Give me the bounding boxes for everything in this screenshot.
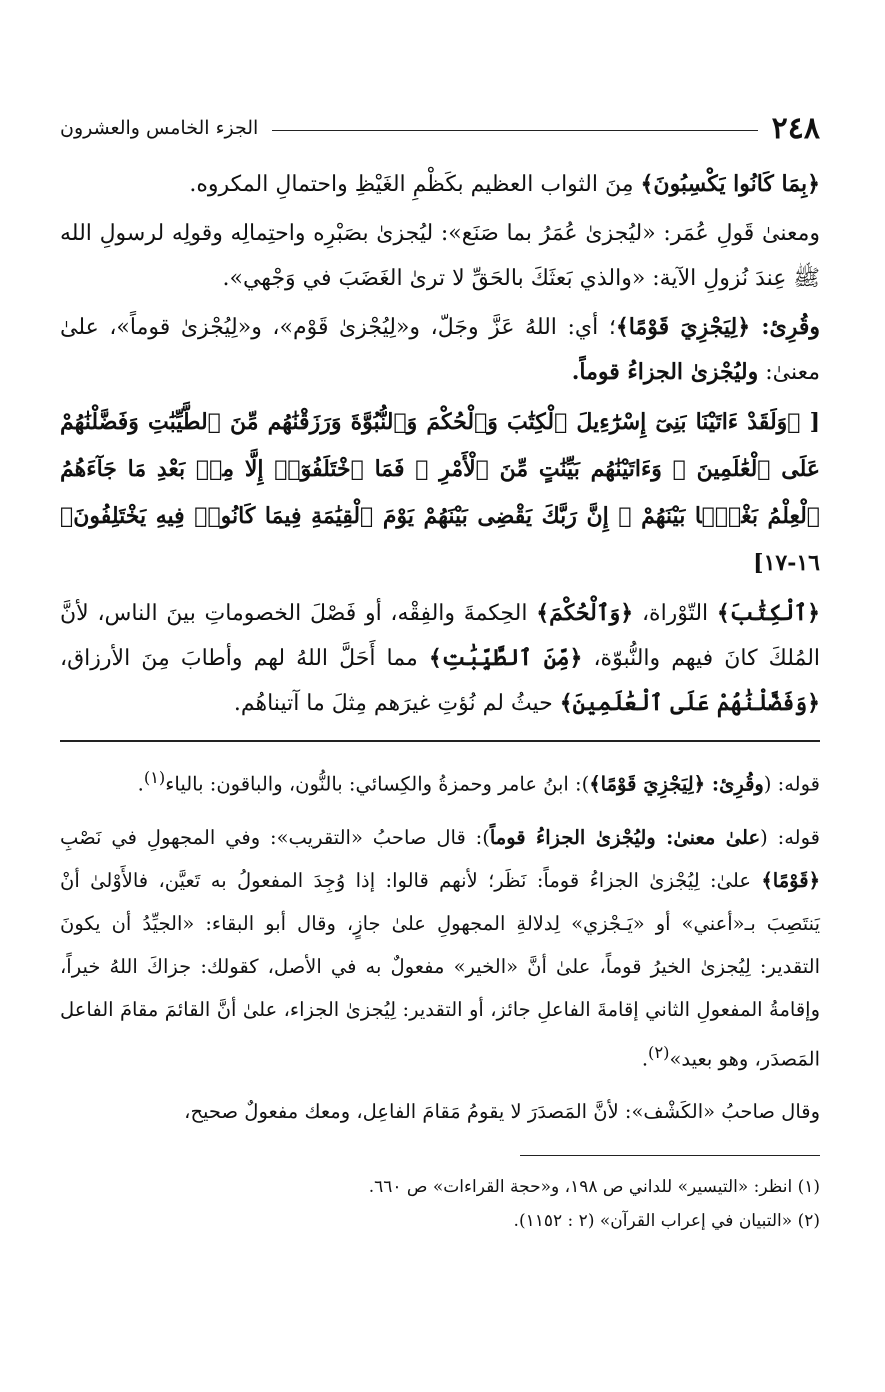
- paragraph-3: [60, 305, 820, 395]
- footnote-1: (١) انظر: «التيسير» للداني ص ١٩٨، و«حجة القراءات» ص ٦٦٠.: [368, 1177, 820, 1197]
- paragraph-text: ؛ أي: اللهُ عَزَّ وجَلّ، و«لِيُجْزىٰ قَوْم»، و«لِيُجْزىٰ قوماً»، علىٰ معنىٰ:: [60, 315, 820, 385]
- quran-quote: ﴿بِمَا كَانُوا يَكْسِبُونَ﴾: [640, 171, 820, 197]
- quran-quote: ﴿ٱلْكِتَٰبَ﴾: [716, 600, 820, 626]
- paragraph-1: [60, 162, 820, 207]
- quran-quote: ﴿لِيَجْزِيَ قَوْمًا﴾: [589, 772, 706, 796]
- paragraph-text: حيثُ لم نُؤتِ غيرَهم مِثلَ ما آتيناهُم.: [233, 691, 560, 716]
- quran-verse-block: [ ﴿وَلَقَدْ ءَاتَيْنَا بَنِىٓ إِسْرَٰٓءِيلَ ٱلْكِتَٰبَ وَٱلْحُكْمَ وَٱلنُّبُوَّةَ وَرَزَقْنَٰهُم مِّنَ ٱلطَّيِّبَٰتِ وَفَضَّلْنَٰهُمْ عَلَى ٱلْعَٰلَمِينَ ۞ وَءَاتَيْنَٰهُم بَيِّنَٰتٍ مِّنَ ٱلْأَمْرِ ۖ فَمَا ٱخْتَلَفُوٓا۟ إِلَّا مِنۢ بَعْدِ مَا جَآءَهُمُ ٱلْعِلْمُ بَغْيًۢا بَيْنَهُمْ ۚ إِنَّ رَبَّكَ يَقْضِى بَيْنَهُمْ يَوْمَ ٱلْقِيَٰمَةِ فِيمَا كَانُوا۟ فِيهِ يَخْتَلِفُونَ﴾ ١٦-١٧]: [60, 409, 820, 576]
- quran-quote: ﴿مِّنَ ٱلطَّيِّبَٰتِ﴾: [428, 645, 583, 671]
- footnote-ref[interactable]: (٢): [648, 1042, 670, 1062]
- quran-quote: ﴿لِيَجْزِيَ قَوْمًا﴾: [615, 314, 751, 340]
- comment-lead: قوله: (: [763, 772, 820, 796]
- paragraph-text: مما أَحَلَّ اللهُ لهم وأطابَ مِنَ الأرزاق،: [60, 646, 429, 671]
- quran-quote: ﴿قَوْمًا﴾: [761, 868, 820, 892]
- quran-quote: ﴿وَفَضَّلْنَٰهُمْ عَلَى ٱلْعَٰلَمِينَ﴾: [559, 690, 820, 716]
- running-title: الجزء الخامس والعشرون: [60, 117, 259, 139]
- paragraph-bold-end: وليُجْزىٰ الجزاءُ قوماً.: [571, 359, 759, 385]
- comment-text: ): قال صاحبُ «التقريب»: وفي المجهولِ في نَصْبِ: [60, 825, 490, 849]
- commentary: [60, 756, 820, 1133]
- comment-bold: علىٰ معنىٰ: وليُجْزىٰ الجزاءُ قوماً: [489, 825, 761, 849]
- comment-text: ): ابنُ عامر وحمزةُ والكِسائي: بالنُّون، والباقون: بالياء: [165, 772, 590, 796]
- paragraph-lead: وقُرِئ:: [750, 314, 821, 340]
- comment-end: .: [137, 772, 144, 796]
- footnote-2: (٢) «التبيان في إعراب القرآن» (٢ : ١١٥٢).: [513, 1211, 820, 1231]
- comment-bold: وقُرِئ:: [705, 772, 764, 796]
- commentary-3: وقال صاحبُ «الكَشْف»: لأنَّ المَصدَرَ لا يقومُ مَقامَ الفاعِل، ومعك مفعولٌ صحيح،: [184, 1100, 820, 1123]
- paragraph-4: [60, 591, 820, 726]
- page-number: ٢٤٨: [771, 110, 820, 146]
- paragraph-2: ومعنىٰ قَولِ عُمَر: «ليُجزىٰ عُمَرُ بما صَنَع»: ليُجزىٰ بصَبْرِه واحتِمالِه وقولِه لرسولِ الله ﷺ عِندَ نُزولِ الآية: «والذي بَعثَكَ بالحَقِّ لا ترىٰ الغَضَبَ في وَجْهي».: [60, 221, 820, 291]
- comment-text: علىٰ: لِيُجْزىٰ الجزاءُ قوماً: نَظَر؛ لأنهم قالوا: إذا وُجِدَ المفعولُ به تَعيَّن، فالأَوْلىٰ أنْ يَنتَصِبَ بـ«أعني» أو «يَـجْزي» لِدلالةِ المجهولِ علىٰ جازٍ، وقال أبو البقاء: «الجيِّدُ أن يكونَ التقدير: لِيُجزىٰ الخيرُ قوماً، علىٰ أنَّ «الخير» مفعولٌ به في الأصل، كقولك: جزاكَ اللهُ خيراً، وإقامةُ المفعولِ الثاني إقامةَ الفاعلِ جائز، أو التقدير: لِيُجزىٰ الجزاء، علىٰ أنَّ القائمَ مقامَ الفاعل المَصدَر، وهو بعيد»: [60, 868, 820, 1070]
- paragraph-text: الحِكمةَ والفِقْه، أو فَصْلَ الخصوماتِ بينَ الناس، لأنَّ المُلكَ كانَ فيهم والنُّبوّة،: [60, 601, 821, 671]
- paragraph-text: مِنَ الثواب العظيم بكَظْمِ الغَيْظِ واحتمالِ المكروه.: [189, 172, 641, 197]
- header-rule: [272, 130, 757, 131]
- footnotes: [60, 1170, 820, 1238]
- footnote-rule: [520, 1155, 820, 1156]
- paragraph-text: التّوْراة،: [633, 601, 717, 626]
- comment-end: .: [641, 1047, 649, 1070]
- comment-lead: قوله: (: [760, 825, 820, 849]
- quran-quote: ﴿وَٱلْحُكْمَ﴾: [536, 600, 634, 626]
- main-text: [60, 162, 820, 726]
- commentary-2: [60, 816, 820, 1081]
- commentary-separator: [60, 740, 820, 742]
- running-header: [60, 108, 820, 148]
- book-page: [60, 108, 820, 1238]
- commentary-1: [60, 756, 820, 806]
- footnote-ref[interactable]: (١): [143, 768, 166, 787]
